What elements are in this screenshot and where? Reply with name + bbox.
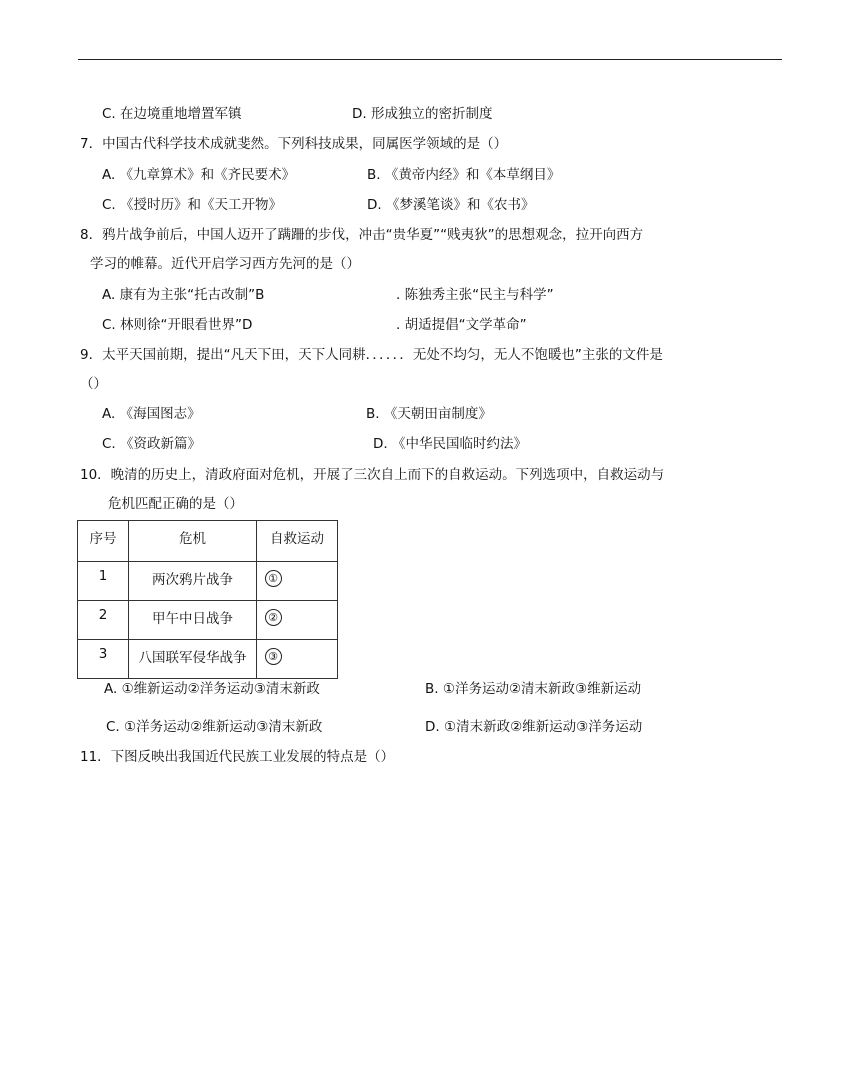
table-row bbox=[78, 562, 338, 601]
q8-option-b: . 陈独秀主张“民主与科学” bbox=[396, 287, 554, 303]
q7-option-d: D. 《梦溪笔谈》和《农书》 bbox=[367, 197, 535, 213]
header-movement: 自救运动 bbox=[270, 531, 324, 547]
table-row bbox=[78, 601, 338, 640]
q9-option-c: C. 《资政新篇》 bbox=[102, 436, 202, 452]
row-mark: ② bbox=[265, 609, 282, 626]
q9-stem-line2: （） bbox=[80, 376, 107, 392]
q10-option-c: C. ①洋务运动②维新运动③清末新政 bbox=[106, 719, 323, 735]
row-num: 3 bbox=[98, 646, 108, 662]
q8-option-c: C. 林则徐“开眼看世界”D bbox=[102, 317, 253, 333]
q7-option-a: A. 《九章算术》和《齐民要术》 bbox=[102, 167, 296, 183]
q8-stem-line1: 8．鸦片战争前后，中国人迈开了蹒跚的步伐，冲击“贵华夏”“贱夷狄”的思想观念，拉开向西方 bbox=[80, 227, 644, 243]
q10-option-d: D. ①清末新政②维新运动③洋务运动 bbox=[425, 719, 643, 735]
row-num: 1 bbox=[98, 568, 108, 584]
q7-option-c: C. 《授时历》和《天工开物》 bbox=[102, 197, 283, 213]
header-crisis: 危机 bbox=[179, 531, 206, 547]
q8-stem-line2: 学习的帷幕。近代开启学习西方先河的是（） bbox=[90, 256, 360, 272]
q10-option-a: A. ①维新运动②洋务运动③清末新政 bbox=[104, 681, 320, 697]
header-rule bbox=[78, 59, 782, 60]
crisis-table bbox=[77, 520, 338, 679]
q10-stem-line2: 危机匹配正确的是（） bbox=[108, 496, 243, 512]
q8-option-a: A. 康有为主张“托古改制”B bbox=[102, 287, 265, 303]
q9-option-d: D. 《中华民国临时约法》 bbox=[373, 436, 527, 452]
q9-option-a: A. 《海国图志》 bbox=[102, 406, 201, 422]
q6-option-d: D. 形成独立的密折制度 bbox=[352, 106, 493, 122]
q11-stem: 11．下图反映出我国近代民族工业发展的特点是（） bbox=[80, 749, 395, 765]
q7-option-b: B. 《黄帝内经》和《本草纲目》 bbox=[367, 167, 561, 183]
row-crisis: 甲午中日战争 bbox=[152, 611, 233, 627]
row-mark: ③ bbox=[265, 648, 282, 665]
q10-option-b: B. ①洋务运动②清末新政③维新运动 bbox=[425, 681, 642, 697]
table-row bbox=[78, 640, 338, 679]
q10-stem-line1: 10．晚清的历史上，清政府面对危机，开展了三次自上而下的自救运动。下列选项中，自救运动与 bbox=[80, 467, 665, 483]
row-crisis: 八国联军侵华战争 bbox=[138, 650, 247, 666]
row-crisis: 两次鸦片战争 bbox=[152, 572, 233, 588]
q6-option-c: C. 在边境重地增置军镇 bbox=[102, 106, 242, 122]
row-mark: ① bbox=[265, 570, 282, 587]
header-num: 序号 bbox=[89, 531, 117, 547]
row-num: 2 bbox=[98, 607, 108, 623]
q8-option-d: . 胡适提倡“文学革命” bbox=[396, 317, 527, 333]
table-header-row bbox=[78, 521, 338, 562]
q9-stem-line1: 9．太平天国前期，提出“凡天下田，天下人同耕．．．．．．无处不均匀，无人不饱暖也”主张的文件是 bbox=[80, 347, 663, 363]
q9-option-b: B. 《天朝田亩制度》 bbox=[366, 406, 492, 422]
q7-stem: 7．中国古代科学技术成就斐然。下列科技成果，同属医学领域的是（） bbox=[80, 136, 508, 152]
